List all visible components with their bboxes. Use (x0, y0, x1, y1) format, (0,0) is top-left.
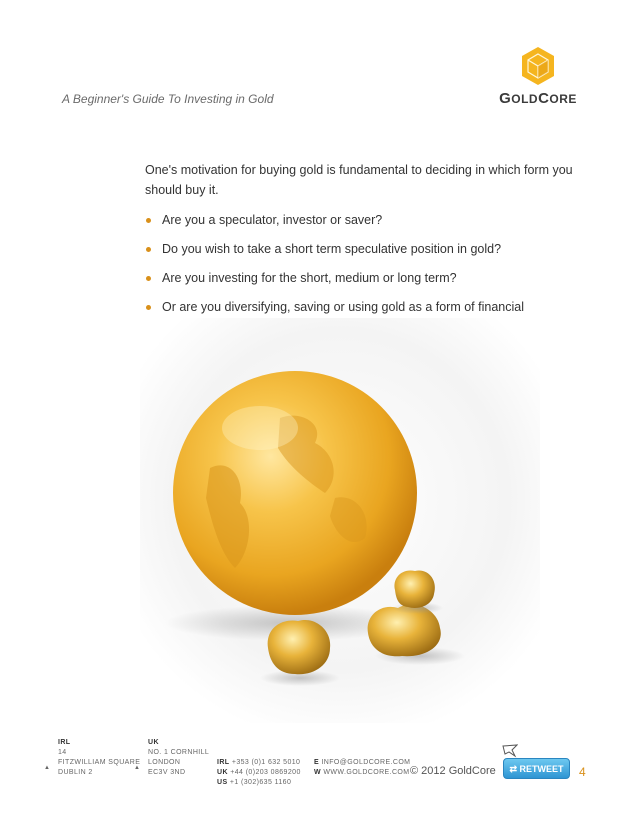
goldcore-logo (488, 46, 588, 110)
document-title: A Beginner's Guide To Investing in Gold (62, 92, 274, 106)
bullet-icon (146, 247, 151, 252)
address-uk: UK NO. 1 CORNHILL LONDON EC3V 3ND (148, 739, 210, 776)
list-item: Are you a speculator, investor or saver? (144, 212, 564, 229)
list-item: Are you investing for the short, medium or long term? (144, 270, 564, 287)
email-link[interactable]: INFO@GOLDCORE.COM (321, 759, 411, 766)
bullet-icon (146, 276, 151, 281)
retweet-icon: ⇄ (509, 764, 520, 774)
phone-numbers: IRL +353 (0)1 632 5010 UK +44 (0)203 0869200 US +1 (302)635 1160 (217, 759, 301, 786)
bullet-icon (146, 218, 151, 223)
gold-globe-image (140, 318, 540, 723)
bullet-icon (146, 305, 151, 310)
page-footer (0, 728, 638, 798)
triangle-icon: ▲ (44, 765, 50, 771)
website-link[interactable]: WWW.GOLDCORE.COM (323, 769, 410, 776)
triangle-icon: ▲ (134, 765, 140, 771)
list-item: Do you wish to take a short term speculative position in gold? (144, 241, 564, 258)
intro-paragraph: One's motivation for buying gold is fundamental to deciding in which form you should buy it. (145, 163, 573, 197)
bird-icon (502, 744, 518, 758)
page-number: 4 (579, 765, 586, 779)
logo-wordmark: GOLDCORE (499, 90, 577, 107)
address-ireland: IRL 14 FITZWILLIAM SQUARE DUBLIN 2 (58, 739, 141, 776)
list-item: Or are you diversifying, saving or using gold as a form of financial (144, 299, 564, 333)
retweet-button[interactable]: ⇄ RETWEET (503, 758, 570, 779)
copyright-text: © 2012 GoldCore (410, 765, 496, 777)
cube-logo-icon (520, 46, 556, 86)
contact-info: E INFO@GOLDCORE.COM W WWW.GOLDCORE.COM (314, 759, 411, 776)
